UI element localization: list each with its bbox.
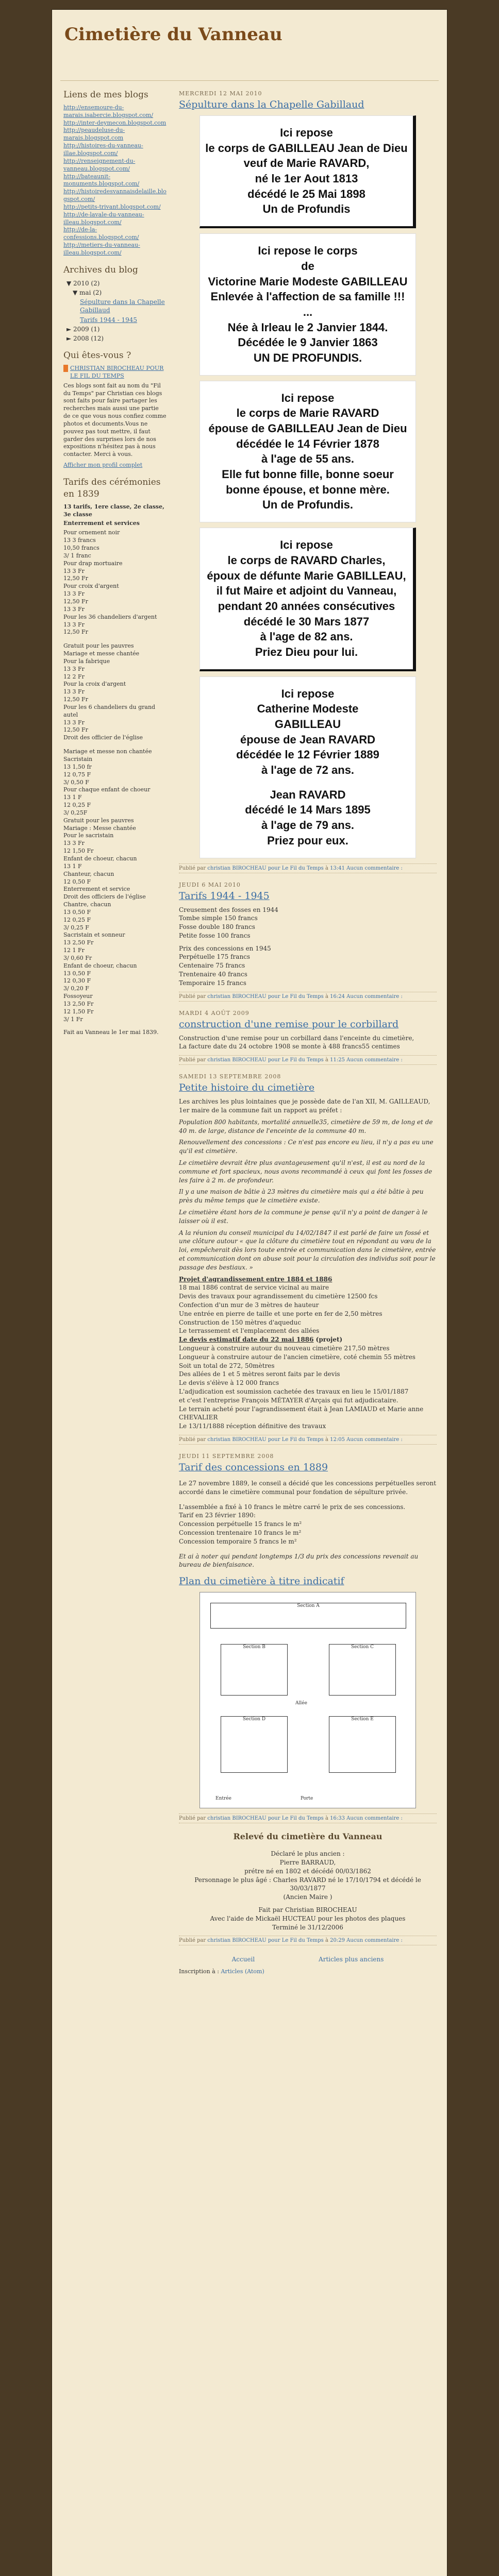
archive-year-2009[interactable]: ► 2009 (1) [66,325,100,333]
post-intro: Le 27 novembre 1889, le conseil a décidé que les concessions perpétuelles seront accordé dans le cimetière communal pour fondation de sépulture privée. [179,1479,437,1496]
text-line: Avec l'aide de Mickaël HUCTEAU pour les photos des plaques [210,1914,406,1922]
text-line: Le 13/11/1888 réception définitive des travaux [179,1422,326,1430]
text-line [179,940,437,944]
tariffs-subtitle: 13 tarifs, 1ere classe, 2e classe, 3e classe [63,503,164,518]
plaque-line: Née à Irleau le 2 Janvier 1844. [227,320,388,334]
post-title[interactable]: Sépulture dans la Chapelle Gabillaud [179,99,364,110]
text-line: 13 2,50 Fr [63,1001,94,1007]
text-line: prétre né en 1802 et décédé 00/03/1862 [244,1867,371,1875]
author-link[interactable]: christian BIROCHEAU pour Le Fil du Temps [207,1436,324,1443]
text-line: 13 3 Fr [63,719,85,726]
blog-link[interactable]: http://peaudeluse-du-marais.blogspot.com [63,127,125,142]
post [179,1010,437,1065]
tariffs-list-2 [63,642,167,742]
comment-link[interactable]: Aucun commentaire : [346,1436,403,1443]
time-link[interactable]: 16:24 [330,993,345,999]
map-title[interactable]: Plan du cimetière à titre indicatif [179,1575,344,1587]
plaque-line: à l'age de 72 ans. [261,764,355,777]
text-line: et c'est l'entreprise François MÉTAYER d'Arçais qui fut adjudicataire. [179,1396,398,1404]
plaques-container [179,115,437,858]
archive-year-2010[interactable]: ▼ 2010 (2) [66,279,100,287]
blog-link[interactable]: http://inter-deymecon.blogspot.com [63,119,167,126]
plaque-line [205,778,410,787]
time-link[interactable]: 11:25 [330,1057,345,1063]
text-line: 13 3 Fr [63,840,85,847]
text-line: 13 3 Fr [63,621,85,628]
text-line: Chanteur, chacun [63,870,114,877]
text-line: Pour les 6 chandeliers du grand autel [63,703,156,718]
home-link[interactable]: Accueil [231,1956,255,1963]
text-line: Fait par Christian BIROCHEAU [258,1906,357,1913]
map-section-a: Section A [210,1603,406,1629]
plaque-line: décédé le 30 Mars 1877 [243,615,370,628]
plaque-line: décédée le 12 Février 1889 [236,748,379,761]
time-link[interactable]: 13:41 [330,865,345,871]
text-line: 12,50 Fr [63,575,88,582]
plaque-line: Ici repose [280,538,333,552]
plaque-line: le corps de RAVARD Charles, [227,553,386,567]
text-line: 3/ 1 franc [63,552,91,559]
blog-links-list [63,104,167,257]
author-link[interactable]: christian BIROCHEAU pour Le Fil du Temps [207,993,324,999]
about-title: Qui êtes-vous ? [63,350,131,361]
time-link[interactable]: 12:05 [330,1436,345,1443]
text-line: 3/ 0,25F [63,809,88,816]
text-line: Confection d'un mur de 3 mètres de hauteur [179,1301,319,1309]
paragraph: Renouvellement des concessions : Ce n'est pas encore eu lieu, il n'y a pas eu une qu'il est cimetière. [179,1139,434,1155]
project-title: Projet d'agrandissement entre 1884 et 1886 [179,1275,332,1283]
plaque-line: le corps de Marie RAVARD [236,406,379,420]
plaque-line: Elle fut bonne fille, bonne soeur [222,468,394,481]
about-header [63,365,167,380]
text-line: 3/ 0,60 Fr [63,954,92,961]
paragraph: Le cimetière étant hors de la commune je pense qu'il n'y a point de danger à le laisser où il est. [179,1209,428,1225]
text-line: 13 3 francs [63,537,96,544]
at-label: à [325,865,328,871]
archive-title: Archives du blog [63,264,138,275]
tariffs-section: Enterrement et services [63,519,140,527]
text-line: Tarif en 23 février 1890: [179,1512,256,1519]
text-line: 3/ 0,50 F [63,778,89,786]
text-line: Construction de 150 mètres d'aqueduc [179,1318,301,1326]
devis-suffix: (projet) [315,1336,343,1344]
sidebar [63,82,167,1042]
published-by: Publié par [179,1057,206,1063]
blog-link[interactable]: http://histoiredesvannaisdelaille.blogspot.com/ [63,188,167,203]
text-line: 12,50 Fr [63,696,88,703]
author-link[interactable]: christian BIROCHEAU pour Le Fil du Temps [207,1816,324,1822]
text-line: Temporaire 15 francs [179,979,246,987]
text-line: 12 1 Fr [63,947,85,954]
plaque-line: il fut Maire et adjoint du Vanneau, [216,584,397,598]
text-line: Petite fosse 100 francs [179,931,251,939]
text-line: Droit des officiers de l'église [63,893,146,901]
text-line: 12 0,50 F [63,878,91,885]
blog-link[interactable]: http://histoires-du-vanneau-illae.blogspot.com/ [63,142,143,157]
plaque-line: Décédée le 9 Janvier 1863 [238,336,378,349]
post-footer [179,863,437,873]
plaque-line: décédée le 14 Février 1878 [236,437,379,450]
archive-year-2008[interactable]: ► 2008 (12) [66,334,104,342]
text-line: Pour le sacristain [63,832,114,839]
plaque-line: à l'age de 79 ans. [261,819,355,832]
comment-link[interactable]: Aucun commentaire : [346,1816,403,1822]
blog-pager [179,1956,437,1963]
text-line: Pour ornement noir [63,529,120,536]
paragraph: A la réunion du conseil municipal du 14/02/1847 il est parlé de faire un fossé et une clôture autour « que la clôture du cimetière tout en répondant au vœu de la loi, empêcherait dès lors toute entrée et communication dans le cimetière, entrée et communication dont on abuse soit pour la circulation des individus soit pour le passage des bestiaux. » [179,1229,436,1271]
header [60,24,439,81]
plaque-line: décédé le 14 Mars 1895 [245,803,371,817]
profile-link[interactable]: Afficher mon profil complet [63,462,143,469]
time-link[interactable]: 16:33 [330,1816,345,1822]
post [179,1832,437,1945]
plaque-line: épouse de GABILLEAU Jean de Dieu [208,422,407,435]
paragraph: Le cimetière devrait être plus avantageusement qu'il n'est, il est au nord de la commune et fort spacieux, nous avons recommandé à ceux qui font les fosses de les faire à 2 m. de profondeur. [179,1159,433,1184]
text-line: 13 0,50 F [63,908,91,916]
archive-post-link[interactable]: Sépulture dans la Chapelle Gabillaud [80,298,165,314]
map-porte: Porte [301,1796,313,1802]
plaque-line: à l'age de 55 ans. [261,452,355,466]
text-line: Terminé le 31/12/2006 [272,1923,343,1931]
text-line: 3/ 1 Fr [63,1015,83,1023]
text-line: 3/ 0,20 F [63,985,89,992]
post [179,90,437,873]
post-title[interactable]: Petite histoire du cimetière [179,1082,315,1094]
archive-post-link[interactable]: Tarifs 1944 - 1945 [80,316,137,324]
map-section-b: Section B [221,1644,288,1696]
text-line: 13 0,50 F [63,970,91,977]
text-line: Creusement des fosses en 1944 [179,906,278,913]
plaque-line: Victorine Marie Modeste GABILLEAU [208,275,408,288]
at-label: à [325,1436,328,1443]
blog-link[interactable]: http://metiers-du-vanneau-illeau.blogspot.com/ [63,242,140,256]
text-line: Soit un total de 272, 50mètres [179,1362,275,1369]
published-by: Publié par [179,993,206,999]
post-footer [179,1435,437,1445]
text-line [179,1902,437,1906]
at-label: à [325,993,328,999]
page-container [52,9,447,2576]
archive-month-may[interactable]: ▼ mai (2) [73,289,102,296]
blog-link[interactable]: http://de-lavale-du-vanneau-illeau.blogspot.com/ [63,211,144,226]
text-line: Mariage et messe chantée [63,650,140,657]
text-line: Droit des officier de l'église [63,734,143,741]
main-content [179,82,437,1975]
about-text: Ces blogs sont fait au nom du "Fil du Temps" par Christian ces blogs sont faits pour faire partager les recherches mais aussi une partie de ce que vous nous confiez comme photos et documents.Vous ne pouvez pas tout mettre, il faut garder des surprises lors de nos expositions n'hésitez pas à nous contacter. Merci à vous. [63,382,167,458]
plaque-line: Catherine Modeste [257,702,359,716]
plaque-line: UN DE PROFUNDIS. [253,351,362,364]
text-line: Tombe simple 150 francs [179,914,258,922]
text-line: Des allées de 1 et 5 mètres seront faits par le devis [179,1370,340,1378]
published-by: Publié par [179,1816,206,1822]
text-line: Enterrement et service [63,886,130,893]
text-line: Construction d'une remise pour un corbillard dans l'enceinte du cimetière, [179,1034,414,1042]
plaque-line: GABILLEAU [274,718,341,731]
subscribe-label: Inscription à : [179,1968,219,1975]
text-line: Fossoyeur [63,993,93,1000]
text-line: Pour drap mortuaire [63,560,123,567]
at-label: à [325,1057,328,1063]
text-line: La facture date du 24 octobre 1908 se monte à 488 francs55 centimes [179,1043,400,1050]
map-entree: Entrée [215,1796,231,1802]
plaque-line: épouse de Jean RAVARD [240,733,376,746]
blog-link[interactable]: http://renseignement-du-vanneau.blogspot.com/ [63,157,136,172]
post-footer [179,1936,437,1945]
plaque-line: époux de défunte Marie GABILLEAU, [207,569,406,582]
text-line: 13 3 Fr [63,665,85,672]
plaque-line: décédé le 25 Mai 1898 [247,187,365,200]
archive-list [63,279,167,343]
text-line: L'adjudication est soumission cachetée des travaux en lieu le 15/01/1887 [179,1387,409,1395]
plaque-line: veuf de Marie RAVARD, [243,157,370,170]
text-line: Pour chaque enfant de choeur [63,786,151,793]
text-line: Concession temporaire 5 francs le m² [179,1537,297,1545]
text-line: Centenaire 75 francs [179,962,245,970]
text-line: 13 3 Fr [63,688,85,696]
post-title[interactable]: Tarif des concessions en 1889 [179,1461,328,1473]
text-line: 13 3 Fr [63,605,85,613]
plaque-line: pendant 20 années consécutives [218,599,395,613]
text-line: Longueur à construire autour de l'ancien cimetière, coté chemin 55 mètres [179,1353,415,1361]
text-line: Gratuit pour les pauvres [63,642,134,650]
text-line: 12 0,25 F [63,916,91,923]
post-footer [179,992,437,1002]
post-note: Et ai à noter qui pendant longtemps 1/3 du prix des concessions revenait au bureau de bienfaisance. [179,1552,419,1569]
text-line: Le terrassement et l'emplacement des allées [179,1327,320,1335]
text-line: Personnage le plus âgé : Charles RAVARD né le 17/10/1794 et décédé le 30/03/1877 [194,1876,421,1892]
paragraph: Il y a une maison de bâtie à 23 mètres du cimetière mais qui a été bâtie à peu près du même temps que le cimetière existe. [179,1188,424,1205]
plaque-line: Priez pour eux. [267,834,348,847]
blog-link[interactable]: http://bateaunit-monuments.blogspot.com/ [63,173,140,188]
text-line: 12 0,25 F [63,802,91,809]
subscribe [179,1968,437,1975]
grave-plaque [199,233,416,376]
text-line: 12 2 Fr [63,673,85,680]
text-line: Devis des travaux pour agrandissement du cimetière 12500 fcs [179,1293,378,1300]
post-body [179,1503,437,1546]
comment-link[interactable]: Aucun commentaire : [346,993,403,999]
text-line: 13 1 F [63,862,82,870]
time-link[interactable]: 20:29 [330,1938,345,1944]
text-line: Mariage : Messe chantée [63,824,136,832]
text-line: Chantre, chacun [63,901,111,908]
text-line: Sacristain [63,756,93,762]
text-line: Le terrain acheté pour l'agrandissement était à Jean LAMIAUD et Marie anne CHEVALIER [179,1405,424,1421]
published-by: Publié par [179,1436,206,1443]
profile-name-link[interactable]: CHRISTIAN BIROCHEAU POUR LE FIL DU TEMPS [70,365,164,379]
post [179,1453,437,1823]
blog-link[interactable]: http://petits-trivant.blogspot.com/ [63,203,161,210]
text-line: Mariage et messe non chantée [63,748,152,755]
text-line: 12 0,75 F [63,771,91,778]
published-by: Publié par [179,1938,206,1944]
map-section-e: Section E [329,1716,396,1773]
text-line: Pour la fabrique [63,657,110,665]
plaque-line: Ici repose [280,126,333,139]
post-date: SAMEDI 13 SEPTEMBRE 2008 [179,1073,281,1080]
text-line: Longueur à construire autour du nouveau cimetière 217,50 mètres [179,1344,390,1352]
text-line: Enfant de choeur, chacun [63,855,137,862]
text-line: 12 1,50 Fr [63,1008,94,1015]
text-line: 13 1 F [63,794,82,801]
at-label: à [325,1938,328,1944]
plaque-line: Ici repose [281,687,335,700]
tariffs-footer: Fait au Vanneau le 1er mai 1839. [63,1028,159,1036]
post-date: JEUDI 11 SEPTEMBRE 2008 [179,1452,274,1460]
comment-link[interactable]: Aucun commentaire : [346,865,403,871]
links-title: Liens de mes blogs [63,90,148,100]
plaque-line: Enlevée à l'affection de sa famille !!! ... [210,290,405,318]
text-line: 12,50 Fr [63,726,88,734]
text-line: Perpétuelle 175 francs [179,953,251,961]
post-footer [179,1814,437,1823]
text-line: Gratuit pour les pauvres [63,817,134,824]
post-date: JEUDI 6 MAI 2010 [179,881,241,888]
map-section-c: Section C [329,1644,396,1696]
paragraph: Population 800 habitants, mortalité annuelle35, cimetière de 59 m, de long et de 40 m. de large, distance de l'enceinte de la commune 40 m. [179,1118,433,1134]
grave-plaque [199,528,416,671]
blog-title[interactable]: Cimetière du Vanneau [64,24,282,45]
text-line: L'assemblée a fixé à 10 francs le mètre carré le prix de ses concessions. [179,1503,406,1511]
cemetery-map [199,1592,416,1808]
blog-link[interactable]: http://ensemoure-du-marais.isabercie.blogspot.com/ [63,104,154,118]
text-line: 12 0,30 F [63,977,91,985]
post-body [179,1034,437,1052]
post-body [179,906,437,988]
text-line: 3/ 0,25 F [63,924,89,931]
text-line: Sacristain et sonneur [63,931,125,939]
plaque-line: Ici repose le corps [258,244,358,258]
comment-link[interactable]: Aucun commentaire : [346,1938,403,1944]
post-body [179,1097,437,1272]
author-link[interactable]: christian BIROCHEAU pour Le Fil du Temps [207,1938,324,1944]
text-line: Trentenaire 40 francs [179,971,247,978]
plaque-line: Priez Dieu pour lui. [255,645,358,658]
text-line: Fosse double 180 francs [179,923,255,931]
devis-title: Le devis estimatif date du 22 mai 1886 [179,1336,314,1344]
text-line: Pour la croix d'argent [63,681,126,688]
atom-link[interactable]: Articles (Atom) [221,1968,264,1975]
map-allee: Allée [295,1701,307,1706]
post-date: MARDI 4 AOÛT 2009 [179,1009,250,1016]
releve-body [179,1850,437,1931]
published-by: Publié par [179,865,206,871]
text-line: (Ancien Maire ) [283,1893,332,1901]
plaque-line: Un de Profundis [262,202,351,216]
text-line: 13 3 Fr [63,567,85,574]
plaque-line: de [301,259,314,273]
text-line: 12,50 Fr [63,629,88,636]
project-lines [179,1283,437,1335]
post-title[interactable]: construction d'une remise pour le corbillard [179,1018,399,1030]
map-section-d: Section D [221,1716,288,1773]
text-line: Pour croix d'argent [63,583,119,590]
blog-link[interactable]: http://de-la-confessions.blogspot.com/ [63,226,139,241]
text-line: Enfant de choeur, chacun [63,962,137,969]
post-footer [179,1055,437,1065]
text-line: Une entrée en pierre de taille et une porte en fer de 2,50 mètres [179,1310,382,1317]
text-line: Concession perpétuelle 15 francs le m² [179,1520,302,1528]
post [179,882,437,1002]
text-line: Pour les 36 chandeliers d'argent [63,613,157,620]
text-line: Déclaré le plus ancien : [271,1850,345,1858]
post-date: MERCREDI 12 MAI 2010 [179,90,262,97]
text-line: 12,50 Fr [63,598,88,605]
devis-lines [179,1344,437,1431]
plaque-line: né le 1er Aout 1813 [255,172,358,185]
text-line: 18 mai 1886 contrat de service vicinal au maire [179,1284,329,1292]
text-line: 12 1,50 Fr [63,848,94,855]
blogger-icon [63,365,68,372]
text-line: 13 2,50 Fr [63,939,94,946]
author-link[interactable]: christian BIROCHEAU pour Le Fil du Temps [207,865,324,871]
plaque-line: Ici repose [281,391,335,404]
releve-title: Relevé du cimetière du Vanneau [233,1832,382,1842]
post-title[interactable]: Tarifs 1944 - 1945 [179,890,270,902]
plaque-line: le corps de GABILLEAU Jean de Dieu [205,141,408,155]
text-line: 10,50 francs [63,545,99,552]
text-line: Pierre BARRAUD, [279,1858,336,1866]
tariffs-list-1 [63,529,167,636]
text-line: 13 1,50 fr [63,763,92,770]
tariffs-title: Tarifs des cérémonies en 1839 [63,477,161,499]
author-link[interactable]: christian BIROCHEAU pour Le Fil du Temps [207,1057,324,1063]
older-posts-link[interactable]: Articles plus anciens [319,1956,384,1963]
grave-plaque [199,381,416,523]
grave-plaque [199,115,416,228]
paragraph: Les archives les plus lointaines que je possède date de l'an XII, M. GAILLEAUD, 1er maire de la commune fait un rapport au préfet : [179,1098,430,1114]
plaque-line: Un de Profundis. [262,498,353,512]
at-label: à [325,1816,328,1822]
tariffs-list-3 [63,748,167,1023]
plaque-line: Jean RAVARD [270,788,346,801]
text-line: Prix des concessions en 1945 [179,944,271,952]
comment-link[interactable]: Aucun commentaire : [346,1057,403,1063]
text-line: Concession trentenaire 10 francs le m² [179,1529,302,1536]
plaque-line: bonne épouse, et bonne mère. [226,483,390,496]
grave-plaque [199,676,416,858]
plaque-line: à l'age de 82 ans. [260,630,353,643]
text-line: Le devis s'élève à 12 000 francs [179,1379,279,1387]
text-line: 13 3 Fr [63,590,85,598]
post [179,1073,437,1445]
